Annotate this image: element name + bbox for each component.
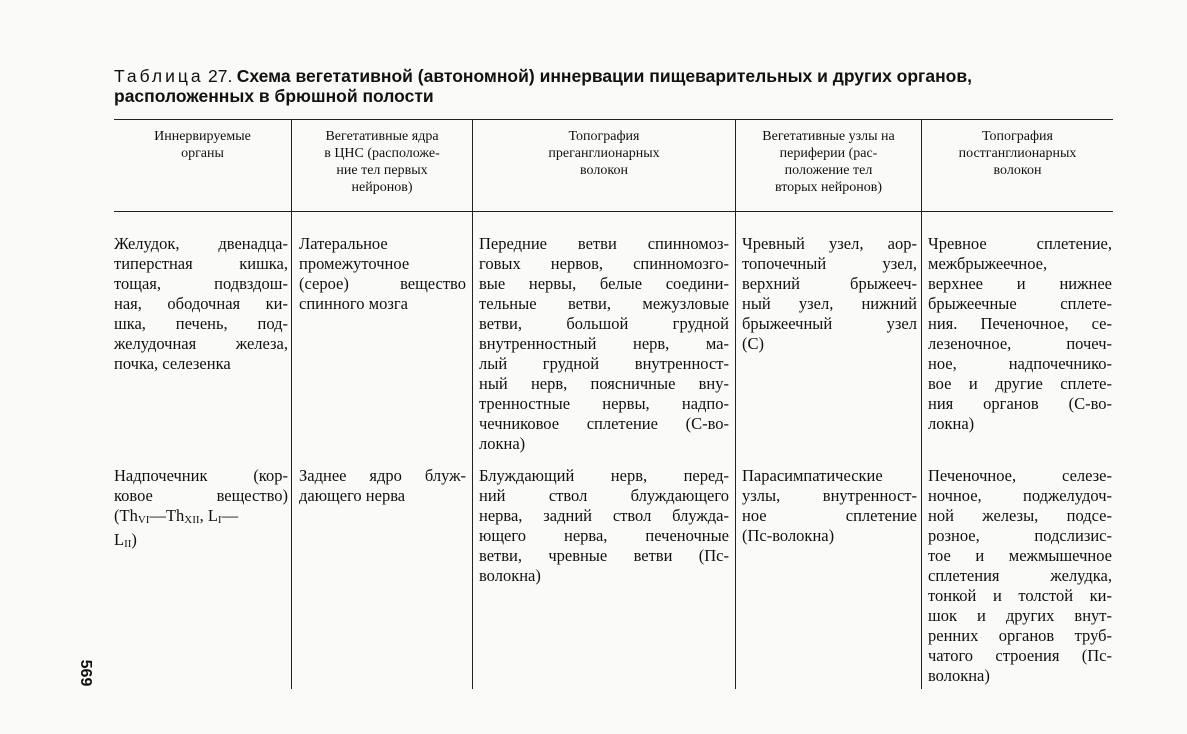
cell-line: Блуждающий нерв, перед- (479, 466, 729, 485)
column-divider (472, 119, 473, 689)
header-col5 (922, 128, 1113, 179)
header-line: преганглионарных (548, 146, 660, 161)
cell-line: ковое вещество) (114, 486, 288, 505)
table-title (114, 66, 1114, 106)
header-line: Вегетативные ядра (325, 129, 439, 144)
row1-cns-nuclei (299, 234, 466, 314)
row2-preganglionic (479, 466, 729, 586)
cell-line: вое и другие сплете- (928, 374, 1112, 393)
cell-line: ночное, поджелудоч- (928, 486, 1112, 505)
table-top-rule (114, 119, 1113, 120)
page-number: 569 (77, 659, 94, 687)
cell-line: Заднее ядро блуж- (299, 466, 466, 485)
header-line: Топография (568, 129, 640, 144)
cell-line: Чревное сплетение, (928, 234, 1112, 253)
cell-line: ний ствол блуждающего (479, 486, 729, 505)
cell-line: ный узел, нижний (742, 294, 917, 313)
column-divider (291, 119, 292, 689)
cell-line: (С) (742, 334, 764, 353)
cell-line: Чревный узел, аор- (742, 234, 917, 253)
cell-line: ный нерв, поясничные вну- (479, 374, 729, 393)
header-line: нейронов) (351, 180, 413, 195)
row2-peripheral-ganglia (742, 466, 917, 546)
cell-line: тонкой и толстой ки- (928, 586, 1112, 605)
row1-preganglionic (479, 234, 729, 454)
cell-line: дающего нерва (299, 486, 406, 505)
table-caption-word: Таблица (114, 66, 204, 86)
cell-line: ветви, чревные ветви (Пс- (479, 546, 729, 565)
cell-line: шок и других внут- (928, 606, 1112, 625)
cell-line: промежуточное (299, 254, 410, 273)
header-line: постганглионарных (958, 146, 1077, 161)
cell-line: желудочная железа, (114, 334, 288, 353)
cell-line: тое и межмышечное (928, 546, 1112, 565)
cell-line: межбрыжеечное, (928, 254, 1048, 273)
cell-line: сплетения желудка, (928, 566, 1112, 585)
cell-line: внутренностный нерв, ма- (479, 334, 729, 353)
header-line: волокон (993, 163, 1042, 178)
header-bottom-rule (114, 211, 1113, 212)
cell-line: брыжеечные сплете- (928, 294, 1112, 313)
cell-line: волокна) (928, 666, 990, 685)
cell-line: локна) (479, 434, 526, 453)
header-line: в ЦНС (расположе- (324, 146, 440, 161)
cell-line: локна) (928, 414, 975, 433)
cell-line: тренностные нервы, надпо- (479, 394, 729, 413)
table-title-line2: расположенных в брюшной полости (114, 86, 434, 106)
header-line: Топография (982, 129, 1053, 144)
row1-peripheral-ganglia (742, 234, 917, 354)
cell-line: лезеночное, почеч- (928, 334, 1112, 353)
cell-line: ния. Печеночное, се- (928, 314, 1112, 333)
cell-line: розное, подслизис- (928, 526, 1112, 545)
cell-line: ренних органов труб- (928, 626, 1112, 645)
cell-line: лый грудной внутренност- (479, 354, 729, 373)
cell-line: ная, ободочная ки- (114, 294, 288, 313)
cell-line: ное сплетение (742, 506, 917, 525)
header-line: органы (181, 146, 224, 161)
row2-segments-cont: $L_{II}$) (114, 530, 137, 550)
row2-postganglionic (928, 466, 1112, 686)
cell-line: верхний брыжееч- (742, 274, 917, 293)
row2-organs (114, 466, 288, 554)
header-line: вторых нейронов) (774, 180, 883, 195)
header-line: Иннервируемые (154, 129, 251, 144)
cell-line: узлы, внутренност- (742, 486, 917, 505)
cell-line: ное, надпочечнико- (928, 354, 1112, 373)
cell-line: шка, печень, под- (114, 314, 288, 333)
header-line: положение тел (784, 163, 873, 178)
header-col2 (292, 128, 472, 196)
cell-line: ющего нерва, печеночные (479, 526, 729, 545)
header-col3 (473, 128, 735, 179)
header-col4 (736, 128, 921, 196)
row1-postganglionic (928, 234, 1112, 434)
cell-line: Латеральное (299, 234, 388, 253)
cell-line: Парасимпатические (742, 466, 883, 485)
cell-line: брыжеечный узел (742, 314, 917, 333)
cell-line: вые нервы, белые соедини- (479, 274, 729, 293)
cell-line: ния органов (С-во- (928, 394, 1112, 413)
header-line: Вегетативные узлы на (762, 129, 895, 144)
cell-line: Печеночное, селезе- (928, 466, 1112, 485)
cell-line: (Пс-волокна) (742, 526, 835, 545)
cell-line: спинного мозга (299, 294, 408, 313)
header-line: волокон (580, 163, 628, 178)
cell-line: (серое) вещество (299, 274, 466, 293)
header-line: ние тел первых (336, 163, 428, 178)
cell-line: ветви, большой грудной (479, 314, 729, 333)
table-title-line1: Схема вегетативной (автономной) иннервации пищеварительных и других органов, (236, 66, 972, 86)
header-line: периферии (рас- (779, 146, 878, 161)
table-caption-number: 27. (208, 66, 233, 86)
cell-line: Желудок, двенадца- (114, 234, 288, 253)
cell-line: волокна) (479, 566, 541, 585)
header-col1 (114, 128, 291, 162)
row2-cns-nuclei (299, 466, 466, 506)
cell-line: чечниковое сплетение (С-во- (479, 414, 729, 433)
cell-line: типерстная кишка, (114, 254, 288, 273)
cell-line: Надпочечник (кор- (114, 466, 288, 485)
column-divider (735, 119, 736, 689)
cell-line: тощая, подвздош- (114, 274, 288, 293)
row2-segments: ($Th_{VI}—Th_{XII}$, $L_I—$ (114, 506, 239, 526)
cell-line: топочечный узел, (742, 254, 917, 273)
cell-line: чатого строения (Пс- (928, 646, 1112, 665)
row1-organs (114, 234, 288, 374)
cell-line: Передние ветви спинномоз- (479, 234, 729, 253)
column-divider (921, 119, 922, 689)
cell-line: нерва, задний ствол блужда- (479, 506, 729, 525)
cell-line: почка, селезенка (114, 354, 231, 373)
cell-line: ной железы, подсе- (928, 506, 1112, 525)
cell-line: тельные ветви, межузловые (479, 294, 729, 313)
cell-line: верхнее и нижнее (928, 274, 1112, 293)
cell-line: говых нервов, спинномозго- (479, 254, 729, 273)
